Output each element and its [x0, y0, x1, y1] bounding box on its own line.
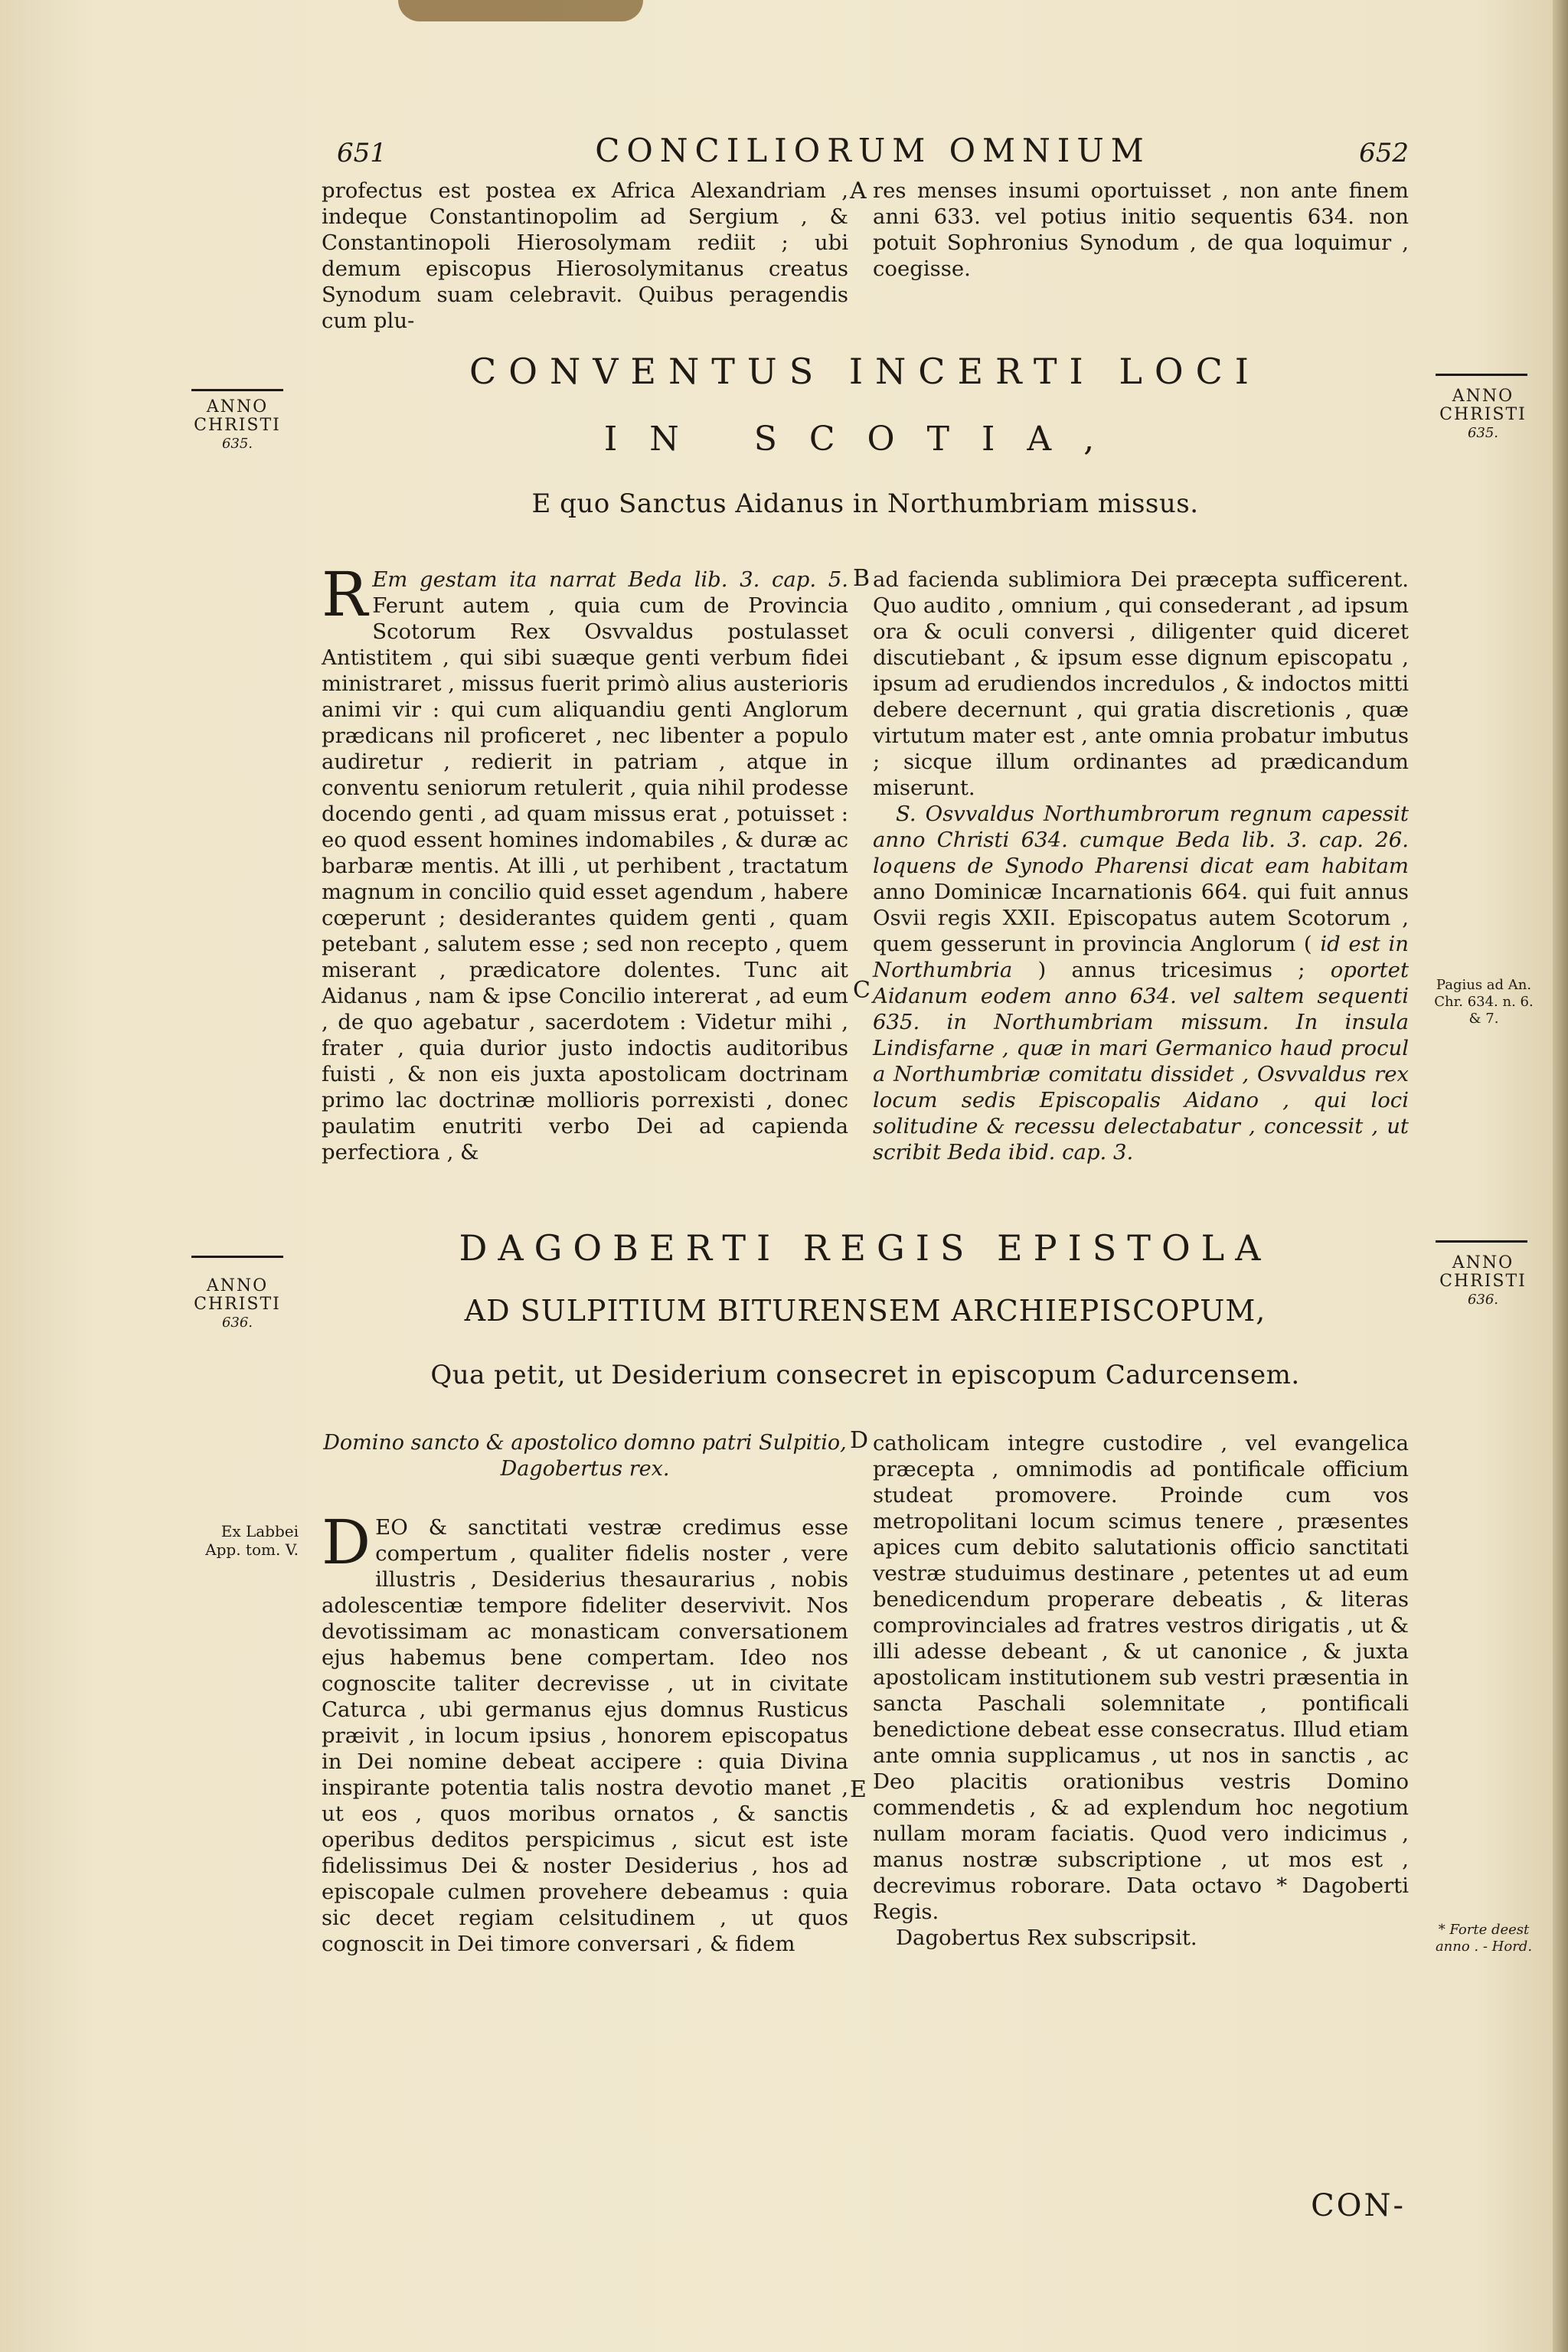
dagobert-body-left: EO & sanctitati vestræ credimus esse compertum , qualiter fidelis noster , vere illustris , Desiderius thesaurarius , nobis adolescentiæ tempore fideliter deservivit. Nos devotissimam ac monasticam conversationem ejus habemus bene compertam. Ideo nos cognoscite taliter decrevisse , ut in civitate Caturca , ubi germanus ejus domnus Rusticus præivit , in locum ipsius , honorem episcopatus in Dei nomine debeat accipere : quia Divina inspirante potentia talis nostra devotio manet , ut eos , quos moribus ornatos , & sanctis operibus deditos perspicimus , sicut est iste fidelissimus Dei & noster Desiderius , hos ad episcopale culmen provehere debeamus : quia sic decet regiam celsitudinem , ut quos cognoscit in Dei timore conversari , & fidem [322, 1515, 848, 1956]
dagobert-salutation: Domino sancto & apostolico domno patri Sulpitio, Dagobertus rex. [323, 1431, 847, 1481]
anno-christi-label: ANNO CHRISTI [194, 1276, 281, 1314]
drop-capital-r: R [322, 559, 368, 630]
dagobert-title: DAGOBERTI REGIS EPISTOLA [459, 1227, 1272, 1269]
margin-anno-left-2 [180, 1277, 295, 1332]
anno-christi-label: ANNO CHRISTI [194, 397, 281, 435]
margin-note-forte: * Forte deest anno . - Hord. [1435, 1922, 1533, 1955]
binding-shadow [398, 0, 643, 21]
conventus-text-right [873, 567, 1409, 1165]
margin-anno-left-1 [180, 398, 295, 453]
dagobert-signature: Dagobertus Rex subscripsit. [896, 1926, 1197, 1950]
dagobert-text-left [322, 1507, 848, 1957]
note-italic-1: S. Osvvaldus Northumbrorum regnum capessit anno Christi 634. cumque Beda lib. 3. cap. 26. loquens de Synodo Pharensi dicat eam habitam [873, 802, 1409, 878]
page-number-left: 651 [337, 138, 387, 168]
anno-year: 635. [221, 436, 253, 452]
section-letter-a: A [850, 178, 867, 204]
top-paragraph-right: res menses insumi oportuisset , non ante finem anni 633. vel potius initio sequentis 634. non potuit Sophronius Synodum , de qua loquimur , coegisse. [873, 178, 1409, 281]
conventus-subtitle: IN SCOTIA, [603, 420, 1127, 459]
note-italic-2: oportet Aidanum eodem anno 634. vel saltem sequenti 635. in Northumbriam missum. In insula Lindisfarne , quæ in mari Germanico haud procul a Northumbriæ comitatu dissidet , Osvvaldus rex locum sedis Episcopalis Aidano , qui loci solitudine & recessu delectabatur , concessit , ut scribit Beda ibid. cap. 3. [873, 958, 1409, 1165]
conventus-body-right: ad facienda sublimiora Dei præcepta sufficerent. Quo audito , omnium , qui consederant , ad ipsum ora & oculi conversi , diligenter quid diceret discutiebant , & ipsum esse dignum episcopatu , ipsum ad erudiendos incredulos , & indoctos mitti debere decernunt , qui gratia discretionis , quæ virtutum mater est , ante omnia probatur imbutus ; sicque illum ordinantes ad prædicandum miserunt. [873, 567, 1409, 800]
dagobert-body-right: catholicam integre custodire , vel evangelica præcepta , omnimodis ad pontificale officium studeat promovere. Proinde cum vos metropolitani locum scimus tenere , præsentes apices cum debito salutationis officio sanctitati vestræ studuimus destinare , petentes ut ad eum benedicendum properare debeatis , & literas comprovinciales ad fratres vestros dirigatis , ut & illi adesse debeant , & ut canonice , & juxta apostolicam institutionem sub vestri præsentia in sancta Paschali solemnitate , pontificali benedictione debeat esse consecratus. Illud etiam ante omnia supplicamus , ut nos in sanctis , ac Deo placitis orationibus vestris Domino commendetis , & ad explendum hoc negotium nullam moram faciatis. Quod vero indicimus , manus nostræ subscriptione , ut mos est , decrevimus roborare. Data octavo * Dagoberti Regis. [873, 1431, 1409, 1924]
conventus-body-left: Ferunt autem , quia cum de Provincia Scotorum Rex Osvvaldus postulasset Antistitem , qui sibi suæque genti verbum fidei ministraret , missus fuerit primò alius austerioris animi vir : qui cum aliquandiu genti Anglorum prædicans nil proficeret , nec libenter a populo audiretur , redierit in patriam , atque in conventu seniorum retulerit , quia nihil prodesse docendo genti , ad quam missus erat , potuisset : eo quod essent homines indomabiles , & duræ ac barbaræ mentis. At illi , ut perhibent , tractatum magnum in concilio quid esset agendum , habere cœperunt ; desiderantes quidem genti , quam petebant , salutem esse ; sed non recepto , quem miserant , prædicatore dolentes. Tunc ait Aidanus , nam & ipse Concilio intererat , ad eum , de quo agebatur , sacerdotem : Videtur mihi , frater , quia durior justo indoctis auditoribus fuisti , & non eis juxta apostolicam doctrinam primo lac doctrinæ mollioris porrexisti , donec paulatim enutriti verbo Dei ad capienda perfectiora , & [322, 593, 848, 1165]
conventus-text-left [322, 559, 848, 1165]
conventus-note [873, 801, 1409, 1165]
margin-rule-left-2 [191, 1256, 283, 1258]
page-edge [1553, 0, 1568, 2352]
anno-year: 636. [1467, 1292, 1499, 1308]
margin-rule-right-1 [1436, 374, 1527, 376]
margin-anno-right-2 [1426, 1254, 1540, 1309]
anno-christi-label: ANNO CHRISTI [1439, 1253, 1527, 1291]
dagobert-subtitle: AD SULPITIUM BITURENSEM ARCHIEPISCOPUM, [464, 1294, 1266, 1328]
top-text-left [322, 178, 848, 334]
conventus-description: E quo Sanctus Aidanus in Northumbriam missus. [531, 488, 1199, 519]
dagobert-description: Qua petit, ut Desiderium consecret in episcopum Cadurcensem. [430, 1360, 1300, 1390]
note-plain-1: anno Dominicæ Incarnationis 664. qui fuit annus Osvii regis XXII. Episcopatus autem Scotorum , quem gesserunt in provincia Anglorum ( [873, 880, 1409, 956]
top-text-right [873, 178, 1409, 282]
anno-year: 636. [221, 1315, 253, 1331]
margin-note-pagius: Pagius ad An. Chr. 634. n. 6. & 7. [1434, 977, 1534, 1027]
anno-year: 635. [1467, 425, 1499, 441]
section-letter-b: B [853, 565, 871, 592]
dagobert-text-right [873, 1430, 1409, 1951]
margin-anno-right-1 [1426, 387, 1540, 443]
margin-note-labbei: Ex Labbei App. tom. V. [205, 1522, 299, 1559]
margin-rule-right-2 [1436, 1240, 1527, 1243]
margin-rule-left-1 [191, 389, 283, 391]
anno-christi-label: ANNO CHRISTI [1439, 387, 1527, 424]
conventus-title: CONVENTUS INCERTI LOCI [469, 351, 1261, 392]
catchword: CON- [1311, 2188, 1406, 2223]
section-letter-d: D [850, 1427, 869, 1454]
drop-capital-d: D [322, 1507, 371, 1578]
page-number-right: 652 [1359, 138, 1409, 168]
top-paragraph-left: profectus est postea ex Africa Alexandriam , indeque Constantinopolim ad Sergium , & Constantinopoli Hierosolymam rediit ; ubi demum episcopus Hierosolymitanus creatus Synodum suam celebravit. Quibus peragendis cum plu- [322, 178, 848, 333]
note-idest: id est in Northumbria [873, 932, 1409, 982]
section-letter-c: C [853, 977, 871, 1004]
section-letter-e: E [850, 1776, 867, 1803]
running-title: CONCILIORUM OMNIUM [595, 132, 1151, 169]
running-head [322, 132, 1409, 178]
conventus-intro: Em gestam ita narrat Beda lib. 3. cap. 5. [372, 567, 848, 592]
note-plain-2: ) annus tricesimus ; [1037, 958, 1305, 982]
